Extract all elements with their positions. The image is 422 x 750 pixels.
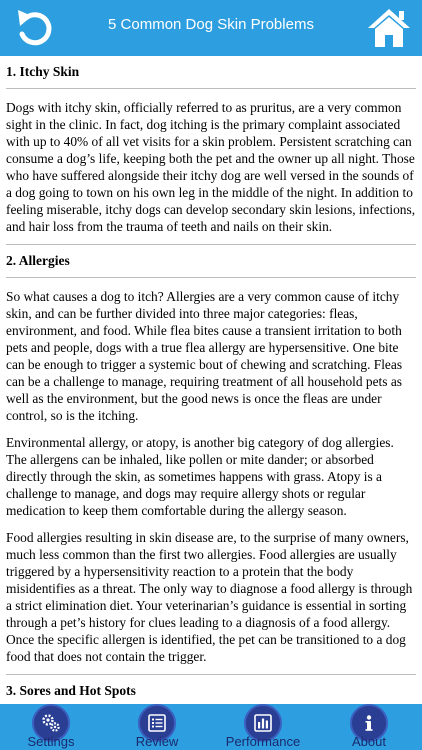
paragraph: Food allergies resulting in skin disease are, to the surprise of many owners, much less common than the first two allergies. Food allergies are usually triggered by a hypersensitivity reaction to a protein that the body misidentifies as a threat. The only way to diagnose a food allergy is through a strict elimination diet. Your veterinarian’s guidance is essential in sorting through a pet’s history for clues leading to a diagnosis of a food allergy. Once the specific allergen is identified, the pet can be transitioned to a dog food that does not contain the trigger. [6, 530, 413, 664]
list-icon [147, 713, 167, 733]
bar-chart-icon [253, 713, 273, 733]
section-sores-hot-spots [6, 675, 416, 704]
tab-label: About [352, 734, 386, 749]
section-allergies [6, 245, 416, 665]
section-title: 2. Allergies [6, 245, 416, 278]
paragraph: So what causes a dog to itch? Allergies are a very common cause of itchy skin, and can be further divided into three major categories: fleas, environment, and food. While flea bites cause a transient irritation to both pets and people, dogs with a true flea allergy are hypersensitive. One bite can be enough to trigger a systemic bout of chewing and scratching. Fleas can be a challenge to manage, requiring treatment of all household pets as well as the environment, but the good news is once the fleas are under control, so is the itching. [6, 289, 403, 423]
section-title: 3. Sores and Hot Spots [6, 675, 416, 704]
paragraph: Dogs with itchy skin, officially referred to as pruritus, are a very common sight in the clinic. In fact, dog itching is the primary complaint associated with up to 40% of all vet visits for a skin problem. Persistent scratching can consume a dog’s life, keeping both the pet and the owner up all night. Those who have suffered alongside their itchy dog are well versed in the sounds of a dog going to town on his own leg in the middle of the night. In addition to feeling miserable, itchy dogs can develop secondary skin lesions, infections, and hair loss from the trauma of teeth and nails on their skin. [6, 100, 416, 234]
header-bar [0, 0, 422, 56]
paragraph: Environmental allergy, or atopy, is another big category of dog allergies. The allergens can be inhaled, like pollen or mite dander; or absorbed directly through the skin, as sometimes happens with grass. Atopy is a challenge to manage, and dogs may require allergy shots or regular medication to keep them comfortable during the allergy season. [6, 435, 394, 518]
tab-performance[interactable] [218, 704, 308, 750]
home-button[interactable] [366, 7, 412, 49]
section-itchy-skin [6, 56, 416, 235]
tab-settings[interactable] [6, 704, 96, 750]
gears-icon [41, 713, 61, 733]
info-icon [359, 713, 379, 733]
page-title: 5 Common Dog Skin Problems [108, 16, 314, 33]
tab-label: Review [135, 734, 179, 749]
tab-label: Performance [225, 734, 301, 749]
tab-bar [0, 704, 422, 750]
home-icon [366, 7, 412, 49]
section-title: 1. Itchy Skin [6, 56, 416, 89]
tab-about[interactable] [324, 704, 414, 750]
article-content[interactable] [0, 56, 422, 704]
tab-review[interactable] [112, 704, 202, 750]
tab-label: Settings [27, 734, 75, 749]
